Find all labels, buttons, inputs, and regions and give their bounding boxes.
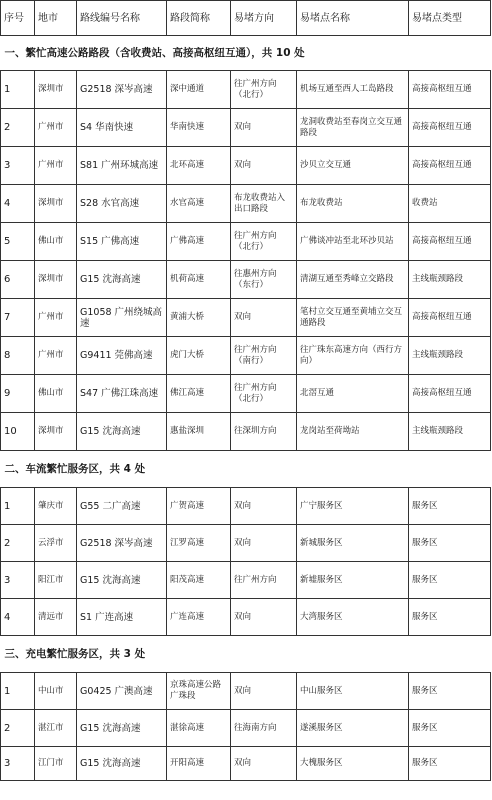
cell-abbr: 惠盐深圳 [167,413,231,451]
cell-abbr: 水官高速 [167,185,231,223]
cell-direction: 双向 [231,147,297,185]
cell-type: 高接高枢纽互通 [409,109,491,147]
cell-point: 新城服务区 [297,525,409,562]
table-row [1,673,491,710]
cell-direction: 往海南方向 [231,710,297,747]
table-row [1,261,491,299]
cell-abbr: 虎门大桥 [167,337,231,375]
cell-type: 服务区 [409,747,491,781]
cell-city: 广州市 [35,147,77,185]
cell-no: 4 [1,599,35,636]
section-title: 一、繁忙高速公路路段（含收费站、高接高枢纽互通），共 10 处 [1,36,491,71]
cell-point: 往广珠东高速方向（西行方向） [297,337,409,375]
table-row [1,147,491,185]
cell-city: 中山市 [35,673,77,710]
cell-type: 主线瓶颈路段 [409,413,491,451]
cell-road: S28 水官高速 [77,185,167,223]
cell-direction: 往广州方向（北行） [231,223,297,261]
cell-direction: 往深圳方向 [231,413,297,451]
cell-abbr: 黄浦大桥 [167,299,231,337]
cell-road: G55 二广高速 [77,488,167,525]
cell-no: 2 [1,710,35,747]
cell-city: 佛山市 [35,223,77,261]
cell-type: 高接高枢纽互通 [409,147,491,185]
cell-abbr: 佛江高速 [167,375,231,413]
header-city: 地市 [35,1,77,36]
cell-road: G9411 莞佛高速 [77,337,167,375]
cell-no: 2 [1,525,35,562]
cell-abbr: 广贺高速 [167,488,231,525]
cell-city: 江门市 [35,747,77,781]
header-direction: 易堵方向 [231,1,297,36]
cell-city: 佛山市 [35,375,77,413]
table-body [1,36,491,781]
cell-direction: 双向 [231,525,297,562]
cell-direction: 往广州方向（北行） [231,375,297,413]
cell-no: 8 [1,337,35,375]
cell-direction: 往惠州方向（东行） [231,261,297,299]
cell-city: 深圳市 [35,185,77,223]
table-row [1,710,491,747]
cell-type: 主线瓶颈路段 [409,337,491,375]
table-row [1,223,491,261]
cell-city: 广州市 [35,299,77,337]
cell-type: 收费站 [409,185,491,223]
cell-type: 高接高枢纽互通 [409,375,491,413]
table-row [1,413,491,451]
cell-no: 2 [1,109,35,147]
cell-abbr: 深中通道 [167,71,231,109]
cell-city: 深圳市 [35,71,77,109]
cell-road: S81 广州环城高速 [77,147,167,185]
cell-direction: 双向 [231,599,297,636]
cell-road: G15 沈海高速 [77,413,167,451]
table-row [1,747,491,781]
header-row [1,1,491,36]
section-heading-row [1,451,491,488]
table-row [1,488,491,525]
cell-no: 6 [1,261,35,299]
table-row [1,337,491,375]
table-row [1,375,491,413]
cell-road: G15 沈海高速 [77,261,167,299]
cell-road: G2518 深岑高速 [77,71,167,109]
section-title: 二、车流繁忙服务区，共 4 处 [1,451,491,488]
cell-abbr: 开阳高速 [167,747,231,781]
cell-point: 大槐服务区 [297,747,409,781]
cell-point: 大湾服务区 [297,599,409,636]
cell-abbr: 北环高速 [167,147,231,185]
cell-city: 清远市 [35,599,77,636]
cell-abbr: 广连高速 [167,599,231,636]
cell-no: 3 [1,747,35,781]
cell-city: 广州市 [35,337,77,375]
cell-road: S47 广佛江珠高速 [77,375,167,413]
cell-type: 高接高枢纽互通 [409,71,491,109]
cell-type: 高接高枢纽互通 [409,223,491,261]
cell-point: 机场互通至西人工岛路段 [297,71,409,109]
section-heading-row [1,636,491,673]
cell-no: 9 [1,375,35,413]
cell-abbr: 京珠高速公路广珠段 [167,673,231,710]
cell-type: 服务区 [409,562,491,599]
cell-type: 服务区 [409,488,491,525]
cell-point: 广宁服务区 [297,488,409,525]
cell-direction: 往广州方向 [231,562,297,599]
cell-point: 北滘互通 [297,375,409,413]
cell-direction: 往广州方向（北行） [231,71,297,109]
cell-city: 广州市 [35,109,77,147]
cell-point: 布龙收费站 [297,185,409,223]
cell-no: 7 [1,299,35,337]
table-row [1,562,491,599]
cell-point: 笔村立交互通至黄埔立交互通路段 [297,299,409,337]
cell-point: 龙洞收费站至春岗立交互通路段 [297,109,409,147]
cell-no: 4 [1,185,35,223]
cell-direction: 双向 [231,747,297,781]
cell-no: 1 [1,488,35,525]
cell-no: 1 [1,71,35,109]
cell-direction: 布龙收费站入出口路段 [231,185,297,223]
cell-no: 10 [1,413,35,451]
cell-road: S15 广佛高速 [77,223,167,261]
cell-abbr: 华南快速 [167,109,231,147]
table-row [1,109,491,147]
cell-city: 深圳市 [35,261,77,299]
cell-direction: 往广州方向（南行） [231,337,297,375]
cell-point: 新墟服务区 [297,562,409,599]
cell-no: 3 [1,562,35,599]
cell-type: 服务区 [409,525,491,562]
cell-direction: 双向 [231,488,297,525]
cell-city: 阳江市 [35,562,77,599]
cell-direction: 双向 [231,673,297,710]
header-point: 易堵点名称 [297,1,409,36]
cell-abbr: 江罗高速 [167,525,231,562]
table-row [1,525,491,562]
cell-point: 沙贝立交互通 [297,147,409,185]
cell-type: 高接高枢纽互通 [409,299,491,337]
cell-no: 3 [1,147,35,185]
cell-city: 肇庆市 [35,488,77,525]
cell-road: G15 沈海高速 [77,747,167,781]
cell-type: 服务区 [409,599,491,636]
header-abbr: 路段简称 [167,1,231,36]
cell-point: 中山服务区 [297,673,409,710]
cell-road: S4 华南快速 [77,109,167,147]
cell-point: 广佛谈冲站至北环沙贝站 [297,223,409,261]
cell-abbr: 广佛高速 [167,223,231,261]
cell-city: 湛江市 [35,710,77,747]
cell-type: 服务区 [409,673,491,710]
cell-direction: 双向 [231,299,297,337]
cell-road: G15 沈海高速 [77,710,167,747]
table-row [1,599,491,636]
cell-type: 主线瓶颈路段 [409,261,491,299]
table-row [1,185,491,223]
cell-point: 清湖互通至秀峰立交路段 [297,261,409,299]
cell-point: 遂溪服务区 [297,710,409,747]
header-no: 序号 [1,1,35,36]
cell-road: G1058 广州绕城高速 [77,299,167,337]
cell-point: 龙岗站至荷坳站 [297,413,409,451]
cell-road: S1 广连高速 [77,599,167,636]
cell-road: G15 沈海高速 [77,562,167,599]
cell-road: G2518 深岑高速 [77,525,167,562]
cell-abbr: 湛徐高速 [167,710,231,747]
cell-abbr: 阳茂高速 [167,562,231,599]
table-row [1,71,491,109]
cell-type: 服务区 [409,710,491,747]
cell-direction: 双向 [231,109,297,147]
section-title: 三、充电繁忙服务区，共 3 处 [1,636,491,673]
cell-no: 5 [1,223,35,261]
cell-abbr: 机荷高速 [167,261,231,299]
cell-road: G0425 广澳高速 [77,673,167,710]
cell-no: 1 [1,673,35,710]
table-row [1,299,491,337]
cell-city: 深圳市 [35,413,77,451]
header-type: 易堵点类型 [409,1,491,36]
header-road: 路线编号名称 [77,1,167,36]
cell-city: 云浮市 [35,525,77,562]
section-heading-row [1,36,491,71]
